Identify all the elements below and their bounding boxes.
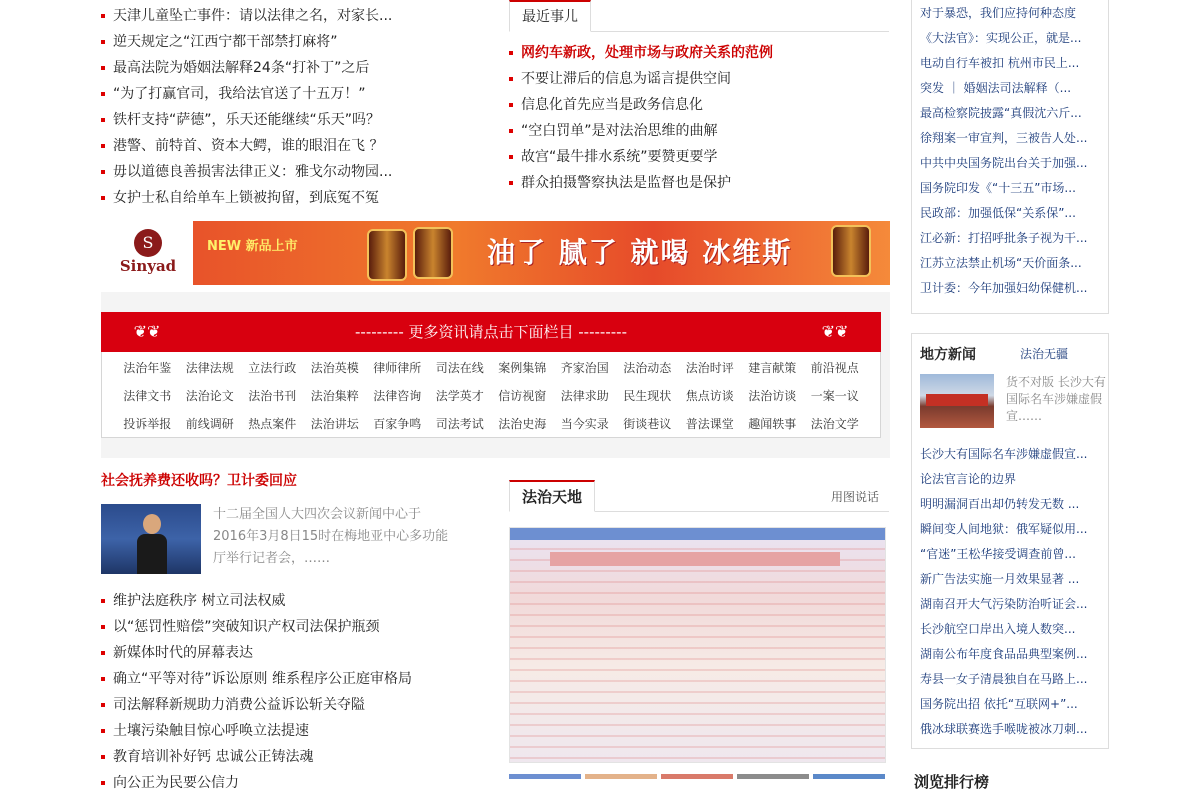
top-news-list — [101, 3, 491, 211]
list-item[interactable]: 土壤污染触目惊心呼唤立法提速 — [101, 718, 491, 744]
local-feature — [920, 374, 1106, 438]
list-item[interactable]: 突发 ｜ 婚姻法司法解释（... — [920, 81, 1072, 95]
category-link[interactable]: 法治英模 — [310, 361, 359, 375]
list-item[interactable]: 瞬间变人间地狱：俄军疑似用... — [920, 522, 1088, 536]
list-item[interactable]: 逆天规定之“江西宁都干部禁打麻将” — [101, 29, 491, 55]
category-link[interactable]: 焦点访谈 — [685, 389, 734, 403]
list-item[interactable]: 江苏立法禁止机场“天价面条... — [920, 256, 1082, 270]
category-link[interactable]: 投诉举报 — [123, 417, 172, 431]
law-world-panel — [509, 480, 889, 512]
list-item[interactable]: 向公正为民要公信力 — [101, 770, 491, 796]
recent-tabbar — [509, 0, 889, 32]
category-link[interactable]: 法学英才 — [435, 389, 484, 403]
ad-banner[interactable] — [101, 221, 890, 285]
category-row — [116, 354, 866, 382]
list-item[interactable]: 毋以道德良善损害法律正义：雅戈尔动物园... — [101, 159, 491, 185]
local-feature-image[interactable] — [920, 374, 994, 428]
category-row — [116, 382, 866, 410]
list-item[interactable]: 铁杆支持“萨德”，乐天还能继续“乐天”吗？ — [101, 107, 491, 133]
list-item[interactable]: 江必新：打招呼批条子视为干... — [920, 231, 1088, 245]
list-item[interactable]: 国务院出招 依托“互联网+”... — [920, 697, 1078, 711]
list-item[interactable]: 长沙航空口岸出入境人数突... — [920, 622, 1076, 636]
ad-slogan: 油了 腻了 就喝 冰维斯 — [487, 236, 793, 269]
category-link[interactable]: 法律法规 — [185, 361, 234, 375]
category-link[interactable]: 律师律所 — [373, 361, 422, 375]
more-categories-section — [101, 292, 890, 458]
local-news-panel — [911, 333, 1109, 749]
category-link[interactable]: 法治文学 — [810, 417, 859, 431]
category-link[interactable]: 齐家治国 — [560, 361, 609, 375]
category-link[interactable]: 法治集粹 — [310, 389, 359, 403]
picture-talk-link[interactable]: 用图说话 — [830, 490, 879, 504]
category-link[interactable]: 法治史海 — [498, 417, 547, 431]
list-item[interactable]: 国务院印发《“十三五”市场... — [920, 181, 1076, 195]
category-link[interactable]: 法律咨询 — [373, 389, 422, 403]
list-item[interactable]: 最高检察院披露“真假沈六斤... — [920, 106, 1082, 120]
category-link[interactable]: 民生现状 — [623, 389, 672, 403]
category-link[interactable]: 法治书刊 — [248, 389, 297, 403]
local-feature-text[interactable]: 货不对版 长沙大有国际名车涉嫌虚假宣…… — [1006, 375, 1106, 423]
list-item[interactable]: 信息化首先应当是政务信息化 — [509, 92, 889, 118]
ornament-left-icon: ❦❦ — [133, 322, 161, 341]
category-link[interactable]: 法治讲坛 — [310, 417, 359, 431]
category-link[interactable]: 一案一议 — [810, 389, 859, 403]
list-item[interactable]: 维护法庭秩序 树立司法权威 — [101, 588, 491, 614]
category-link[interactable]: 法治时评 — [685, 361, 734, 375]
list-item[interactable]: 以“惩罚性赔偿”突破知识产权司法保护瓶颈 — [101, 614, 491, 640]
right-news-list — [911, 0, 1109, 314]
featured-story — [101, 504, 491, 574]
list-item[interactable]: 《大法官》：实现公正，就是... — [920, 31, 1082, 45]
category-link[interactable]: 普法课堂 — [685, 417, 734, 431]
category-link[interactable]: 建言献策 — [748, 361, 797, 375]
local-news-title[interactable]: 地方新闻 — [920, 347, 976, 363]
list-item[interactable]: 故宫“最牛排水系统”要赞更要学 — [509, 144, 889, 170]
category-link[interactable]: 热点案件 — [248, 417, 297, 431]
list-item[interactable]: “空白罚单”是对法治思维的曲解 — [509, 118, 889, 144]
tab-recent-events[interactable]: 最近事儿 — [509, 0, 591, 32]
category-link[interactable]: 法治年鉴 — [123, 361, 172, 375]
category-link[interactable]: 信访视窗 — [498, 389, 547, 403]
ad-product-can — [831, 225, 871, 277]
featured-summary: 十二届全国人大四次会议新闻中心于2016年3月8日15时在梅地亚中心多功能厅举行记者会，…… — [213, 507, 449, 566]
category-link[interactable]: 法律文书 — [123, 389, 172, 403]
category-link[interactable]: 司法在线 — [435, 361, 484, 375]
category-link[interactable]: 前线调研 — [185, 417, 234, 431]
list-item[interactable]: 湖南召开大气污染防治听证会... — [920, 597, 1088, 611]
sinyad-logo-icon: S — [134, 229, 162, 257]
category-link[interactable]: 趣闻轶事 — [748, 417, 797, 431]
category-row — [116, 410, 866, 438]
featured-thumbnail[interactable] — [101, 504, 201, 574]
list-item[interactable]: 俄冰球联赛选手喉咙被冰刀刺... — [920, 722, 1088, 736]
list-item[interactable]: “官迷”王松华接受调查前曾... — [920, 547, 1076, 561]
local-news-list — [920, 442, 1100, 742]
list-item[interactable]: 电动自行车被扣 杭州市民上... — [920, 56, 1080, 70]
tab-law-world[interactable]: 法治天地 — [509, 480, 595, 512]
list-item[interactable]: 长沙大有国际名车涉嫌虚假宣... — [920, 447, 1088, 461]
sinyad-logo — [107, 229, 189, 277]
list-item[interactable]: “为了打赢官司，我给法官送了十五万！” — [101, 81, 491, 107]
list-item[interactable]: 徐翔案一审宣判，三被告人处... — [920, 131, 1088, 145]
ad-new-label: NEW 新品上市 — [207, 239, 298, 254]
more-categories-title: --------- 更多资讯请点击下面栏目 --------- — [355, 323, 627, 341]
list-item[interactable]: 群众拍摄警察执法是监督也是保护 — [509, 170, 889, 196]
local-news-subtab[interactable]: 法治无疆 — [1020, 347, 1069, 361]
list-item[interactable]: 论法官言论的边界 — [920, 472, 1017, 486]
list-item[interactable]: 确立“平等对待”诉讼原则 维系程序公正庭审格局 — [101, 666, 491, 692]
category-link[interactable]: 百家争鸣 — [373, 417, 422, 431]
list-item[interactable]: 民政部：加强低保“关系保”... — [920, 206, 1076, 220]
list-item[interactable]: 教育培训补好钙 忠诚公正铸法魂 — [101, 744, 491, 770]
list-item[interactable]: 明明漏洞百出却仍转发无数 ... — [920, 497, 1080, 511]
ornament-right-icon: ❦❦ — [821, 322, 849, 341]
category-link[interactable]: 前沿视点 — [810, 361, 859, 375]
list-item[interactable]: 湖南公布年度食品品典型案例... — [920, 647, 1088, 661]
list-item[interactable]: 寿县一女子清晨独自在马路上... — [920, 672, 1088, 686]
featured-news — [101, 468, 491, 796]
law-world-image[interactable] — [509, 527, 886, 763]
list-item[interactable]: 天津儿童坠亡事件：请以法律之名，对家长... — [101, 3, 491, 29]
list-item[interactable]: 对于暴恐，我们应持何种态度 — [920, 6, 1077, 20]
category-link[interactable]: 立法行政 — [248, 361, 297, 375]
list-item[interactable]: 最高法院为婚姻法解释24条“打补丁”之后 — [101, 55, 491, 81]
category-link[interactable]: 法治访谈 — [748, 389, 797, 403]
list-item[interactable]: 女护士私自给单车上锁被拘留，到底冤不冤 — [101, 185, 491, 211]
top-news-items — [101, 3, 491, 211]
list-item[interactable]: 司法解释新规助力消费公益诉讼斩关夺隘 — [101, 692, 491, 718]
ranking-title: 浏览排行榜 — [914, 773, 990, 791]
category-link[interactable]: 案例集锦 — [498, 361, 547, 375]
category-link[interactable]: 街谈巷议 — [623, 417, 672, 431]
list-item[interactable]: 卫计委：今年加强妇幼保健机... — [920, 281, 1088, 295]
category-link[interactable]: 法治论文 — [185, 389, 234, 403]
featured-headline[interactable]: 社会抚养费还收吗？卫计委回应 — [101, 473, 297, 489]
featured-news-list — [101, 588, 491, 796]
category-link[interactable]: 法治动态 — [623, 361, 672, 375]
recent-events-panel — [509, 0, 889, 196]
list-item[interactable]: 新媒体时代的屏幕表达 — [101, 640, 491, 666]
recent-events-list — [509, 40, 889, 196]
more-categories-header — [101, 312, 881, 352]
ad-brand-name: Sinyad — [119, 257, 177, 275]
list-item[interactable]: 网约车新政，处理市场与政府关系的范例 — [509, 40, 889, 66]
list-item[interactable]: 港警、前特首、资本大鳄，谁的眼泪在飞 ？ — [101, 133, 491, 159]
list-item[interactable]: 新广告法实施一月效果显著 ... — [920, 572, 1080, 586]
ad-product-image — [359, 227, 469, 281]
right-news-items — [920, 1, 1100, 301]
category-link[interactable]: 当今实录 — [560, 417, 609, 431]
category-link[interactable]: 法律求助 — [560, 389, 609, 403]
category-link[interactable]: 司法考试 — [435, 417, 484, 431]
local-news-header — [920, 334, 1100, 374]
list-item[interactable]: 不要让滞后的信息为谣言提供空间 — [509, 66, 889, 92]
category-grid — [101, 352, 881, 438]
list-item[interactable]: 中共中央国务院出台关于加强... — [920, 156, 1088, 170]
law-world-tabbar — [509, 480, 889, 512]
